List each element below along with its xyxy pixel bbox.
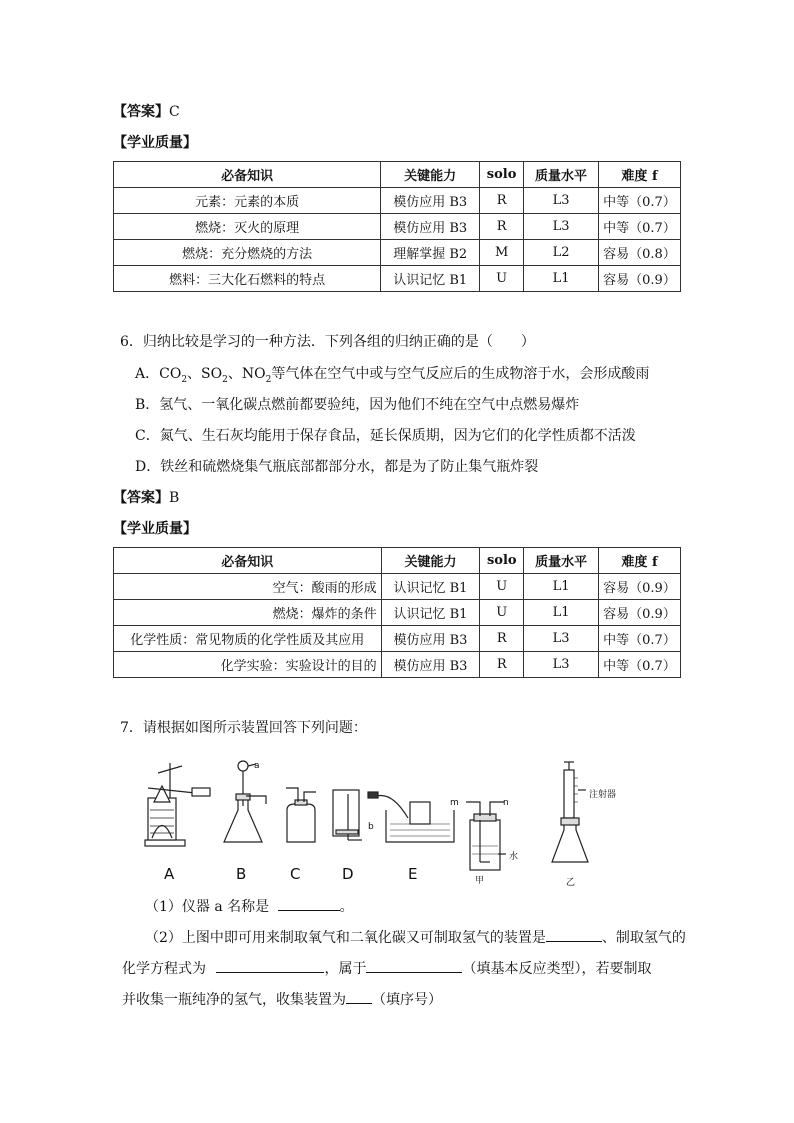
blank-equation[interactable] bbox=[216, 957, 324, 973]
answer-label: 【答案】 bbox=[113, 490, 169, 506]
table-row bbox=[114, 240, 681, 266]
table-row bbox=[114, 600, 681, 626]
figure-label-A: A bbox=[164, 865, 175, 883]
cell-difficulty: 中等（0.7） bbox=[598, 626, 680, 652]
quality-table-q6 bbox=[113, 547, 681, 678]
apparatus-figure bbox=[140, 758, 630, 888]
cell-solo: U bbox=[480, 600, 524, 626]
cell-solo: R bbox=[480, 188, 524, 214]
figure-label-n: n bbox=[503, 798, 509, 808]
q7-part2-line1: （2）上图中即可用来制取氧气和二氧化碳又可制取氢气的装置是 、制取氢气的 bbox=[145, 926, 686, 948]
cell-ability: 认识记忆 B1 bbox=[381, 600, 480, 626]
apparatus-jia-drawing bbox=[466, 802, 506, 870]
cell-knowledge: 燃料：三大化石燃料的特点 bbox=[114, 266, 381, 292]
cell-difficulty: 容易（0.8） bbox=[598, 240, 680, 266]
cell-knowledge: 化学实验：实验设计的目的 bbox=[114, 652, 382, 678]
header-solo: solo bbox=[480, 162, 524, 188]
cell-knowledge: 空气：酸雨的形成 bbox=[114, 574, 382, 600]
q6-option-c: C．氮气、生石灰均能用于保存食品，延长保质期，因为它们的化学性质都不活泼 bbox=[135, 428, 636, 444]
cell-level: L1 bbox=[524, 600, 599, 626]
cell-knowledge: 燃烧：充分燃烧的方法 bbox=[114, 240, 381, 266]
figure-label-jia: 甲 bbox=[475, 876, 485, 886]
cell-ability: 模仿应用 B3 bbox=[381, 188, 480, 214]
table-header-row bbox=[114, 162, 681, 188]
figure-label-yi: 乙 bbox=[566, 878, 576, 888]
cell-difficulty: 容易（0.9） bbox=[598, 574, 680, 600]
cell-solo: U bbox=[480, 574, 524, 600]
cell-difficulty: 中等（0.7） bbox=[598, 188, 680, 214]
figure-label-m: m bbox=[450, 798, 459, 808]
cell-level: L1 bbox=[524, 266, 599, 292]
table-row bbox=[114, 214, 681, 240]
cell-difficulty: 容易（0.9） bbox=[598, 266, 680, 292]
apparatus-a-drawing bbox=[145, 763, 210, 846]
cell-solo: R bbox=[480, 214, 524, 240]
figure-label-C: C bbox=[290, 865, 301, 883]
header-level: 质量水平 bbox=[524, 548, 599, 574]
apparatus-b-drawing bbox=[224, 761, 266, 842]
apparatus-d-drawing bbox=[333, 790, 362, 840]
blank-reaction-type[interactable] bbox=[366, 957, 462, 973]
figure-label-B: B bbox=[236, 865, 247, 883]
header-ability: 关键能力 bbox=[381, 548, 480, 574]
table-row bbox=[114, 652, 681, 678]
cell-knowledge: 燃烧：灭火的原理 bbox=[114, 214, 381, 240]
q7-part2-line3: 并收集一瓶纯净的氢气，收集装置为 （填序号） bbox=[122, 988, 442, 1010]
q6-stem: 6．归纳比较是学习的一种方法．下列各组的归纳正确的是（ ） bbox=[120, 334, 535, 350]
q6-option-a: A．$CO_2$、$SO_2$、$NO_2$等气体在空气中或与空气反应后的生成物溶于水，会形成酸雨 bbox=[135, 366, 650, 385]
cell-ability: 模仿应用 B3 bbox=[381, 214, 480, 240]
q5-quality-label: 【学业质量】 bbox=[113, 135, 197, 151]
cell-level: L3 bbox=[524, 626, 599, 652]
blank-apparatus[interactable] bbox=[546, 926, 602, 942]
table-row bbox=[114, 266, 681, 292]
blank-instrument-a[interactable] bbox=[278, 895, 340, 911]
cell-ability: 模仿应用 B3 bbox=[381, 652, 480, 678]
header-ability: 关键能力 bbox=[381, 162, 480, 188]
cell-ability: 理解掌握 B2 bbox=[381, 240, 480, 266]
cell-ability: 认识记忆 B1 bbox=[381, 574, 480, 600]
table-row bbox=[114, 626, 681, 652]
figure-label-b-small: b bbox=[368, 822, 374, 832]
apparatus-e-drawing bbox=[368, 792, 454, 842]
figure-label-syringe: 注射器 bbox=[589, 790, 617, 800]
cell-level: L3 bbox=[524, 652, 599, 678]
q5-answer bbox=[113, 102, 180, 122]
header-knowledge: 必备知识 bbox=[114, 548, 382, 574]
cell-solo: R bbox=[480, 652, 524, 678]
figure-label-water: 水 bbox=[509, 852, 519, 862]
cell-difficulty: 容易（0.9） bbox=[598, 600, 680, 626]
header-difficulty: 难度 f bbox=[598, 548, 680, 574]
cell-ability: 认识记忆 B1 bbox=[381, 266, 480, 292]
cell-difficulty: 中等（0.7） bbox=[598, 652, 680, 678]
cell-ability: 模仿应用 B3 bbox=[381, 626, 480, 652]
cell-level: L3 bbox=[524, 188, 599, 214]
cell-difficulty: 中等（0.7） bbox=[598, 214, 680, 240]
table-row bbox=[114, 188, 681, 214]
blank-collection[interactable] bbox=[346, 988, 372, 1004]
cell-level: L2 bbox=[524, 240, 599, 266]
q7-stem: 7．请根据如图所示装置回答下列问题： bbox=[120, 720, 367, 736]
cell-solo: M bbox=[480, 240, 524, 266]
cell-level: L1 bbox=[524, 574, 599, 600]
cell-knowledge: 元素：元素的本质 bbox=[114, 188, 381, 214]
quality-table-q5 bbox=[113, 161, 681, 292]
table-header-row bbox=[114, 548, 681, 574]
figure-label-a-small: a bbox=[254, 761, 260, 771]
answer-value: C bbox=[169, 104, 180, 120]
q6-answer bbox=[113, 488, 179, 508]
header-difficulty: 难度 f bbox=[598, 162, 680, 188]
q6-option-b: B．氢气、一氧化碳点燃前都要验纯，因为他们不纯在空气中点燃易爆炸 bbox=[135, 397, 580, 413]
q6-quality-label: 【学业质量】 bbox=[113, 521, 197, 537]
cell-knowledge: 燃烧：爆炸的条件 bbox=[114, 600, 382, 626]
cell-solo: R bbox=[480, 626, 524, 652]
cell-solo: U bbox=[480, 266, 524, 292]
apparatus-yi-drawing bbox=[552, 762, 588, 862]
table-row bbox=[114, 574, 681, 600]
cell-knowledge: 化学性质：常见物质的化学性质及其应用 bbox=[114, 626, 382, 652]
apparatus-c-drawing bbox=[286, 788, 316, 842]
header-knowledge: 必备知识 bbox=[114, 162, 381, 188]
header-solo: solo bbox=[480, 548, 524, 574]
figure-label-E: E bbox=[408, 865, 418, 883]
answer-label: 【答案】 bbox=[113, 104, 169, 120]
q7-part1: （1）仪器 a 名称是 。 bbox=[145, 895, 354, 917]
q6-option-d: D．铁丝和硫燃烧集气瓶底部都部分水，都是为了防止集气瓶炸裂 bbox=[135, 459, 539, 475]
figure-label-D: D bbox=[342, 865, 354, 883]
cell-level: L3 bbox=[524, 214, 599, 240]
q7-part2-line2: 化学方程式为 ，属于 （填基本反应类型），若要制取 bbox=[122, 957, 651, 979]
answer-value: B bbox=[169, 490, 180, 506]
header-level: 质量水平 bbox=[524, 162, 599, 188]
